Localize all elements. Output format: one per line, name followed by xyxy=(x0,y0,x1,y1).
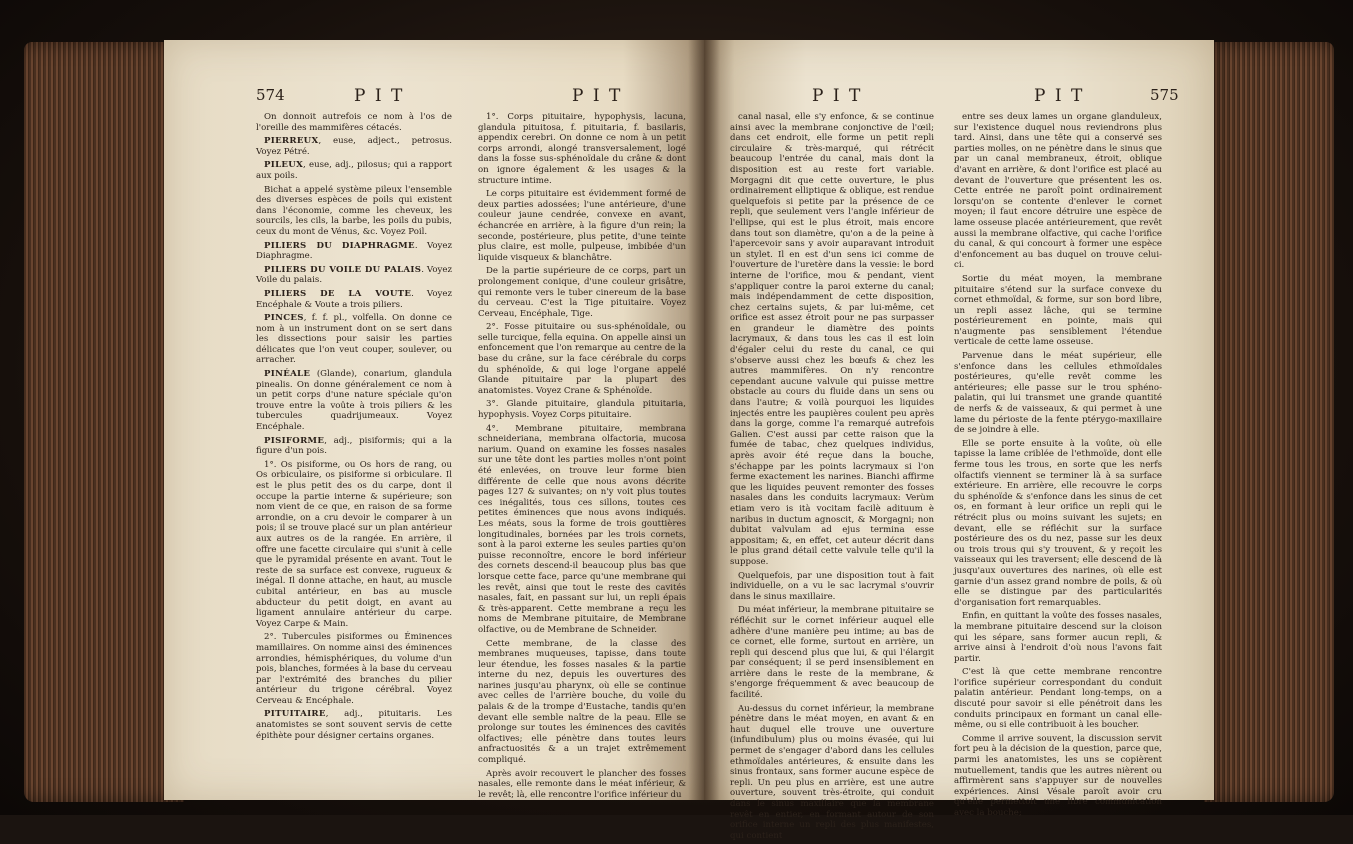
entry-text: Après avoir recouvert le plancher des fosses nasales, elle remonte dans le méat inférieur, & le revêt; là, elle rencontre l'orifice inférieur du xyxy=(478,768,686,800)
dictionary-paragraph xyxy=(256,136,452,157)
right-page-block-edges xyxy=(1204,42,1334,802)
dictionary-paragraph xyxy=(478,322,686,396)
dictionary-paragraph xyxy=(256,241,452,262)
dictionary-paragraph xyxy=(256,369,452,433)
entry-headword: PILIERS DU VOILE DU PALAIS xyxy=(264,264,422,275)
dictionary-paragraph xyxy=(256,265,452,286)
right-folio: 575 xyxy=(1150,86,1179,104)
entry-text: Quelquefois, par une disposition tout à fait individuelle, on a vu le sac lacrymal s'ouvrir dans le sinus maxillaire. xyxy=(730,570,934,602)
entry-text: , f. f. pl., volfella. On donne ce nom à un instrument dont on se sert dans les dissections pour saisir les parties délicates que l'on veut couper, soulever, ou arracher. xyxy=(256,313,452,366)
right-page xyxy=(704,40,1214,841)
dictionary-paragraph xyxy=(256,460,452,630)
entry-text: . Voyez Encéphale & Voute a trois piliers. xyxy=(256,288,452,310)
right-running-header xyxy=(704,86,1214,108)
entry-text: Sortie du méat moyen, la membrane pituitaire s'étend sur la surface convexe du cornet ethmoïdal, & forme, sur son bord libre, un repli assez lâche, qui se termine postérieurement en pointe, mais qui n'augmente pas sensiblement l'étendue verticale de cette lame osseuse. xyxy=(954,273,1162,348)
entry-text: 4°. Membrane pituitaire, membrana schneideriana, membrana olfactoria, mucosa narium. Quand on examine les fosses nasales sur une tête dont les parties molles n'ont point été enlevées, on trouve leur forme bien différente de celle que nous avons décrite pages 127 & suivantes; on n'y voit plus toutes ces inégalités, tous ces sillons, toutes ces petites éminences que nous avons indiqués. Les méats, sous la forme de trois gouttières longitudinales, bornées par les trois cornets, sont à la paroi externe les seules parties qu'on puisse reconnoître, encore le bord inférieur des cornets descend-il beaucoup plus bas que lorsque cette face, parce qu'une membrane qui les revêt, ainsi que tout le reste des cavités nasales, fait, en passant sur lui, un repli épais & très-apparent. Cette membrane a reçu les noms de Membrane pituitaire, de Membrane olfactive, ou de Membrane de Schneider. xyxy=(478,423,686,635)
entry-headword: PISIFORME xyxy=(264,435,325,446)
right-column-1 xyxy=(730,112,934,844)
entry-text: entre ses deux lames un organe glanduleux, sur l'existence duquel nous reviendrons plus tard. Ainsi, dans une tête qui a conservé ses parties molles, on ne pénètre dans le sinus que par un canal membraneux, étroit, oblique d'avant en arrière, & dont l'orifice est placé au devant de l'ouverture que présentent les os. Cette entrée ne paroît point ordinairement lorsqu'on se contente d'enlever le cornet moyen; il faut encore détruire une espèce de lame osseuse placée antérieurement, que revêt aussi la membrane olfactive, qui cache l'orifice du canal, & qui concourt à former une espèce d'enfoncement au bas duquel on trouve celui-ci. xyxy=(954,112,1162,271)
entry-text: Comme il arrive souvent, la discussion servit fort peu à la décision de la question, parce que, parmi les anatomistes, les uns se copièrent mutuellement, tandis que les autres nièrent ou affirmèrent sans s'appuyer sur de nouvelles expériences. Ainsi Vésale paroît avoir cru qu'elle permettoit une libre communication avec la bouche; xyxy=(954,733,1162,818)
left-column-1 xyxy=(256,112,452,744)
entry-text: Au-dessus du cornet inférieur, la membrane pénètre dans le méat moyen, en avant & en haut duquel elle trouve une ouverture (infundibulum) plus ou moins évasée, qui lui permet de s'engager d'abord dans les cellules ethmoïdales antérieures, & ensuite dans les sinus frontaux, sans former aucune espèce de repli. Un peu plus en arrière, est une autre ouverture, souvent très-étroite, qui conduit dans le sinus maxillaire que la membrane revêt en entier, en formant autour de son orifice interne un repli des plus manifestes, qui contient xyxy=(730,703,934,841)
entry-text: Elle se porte ensuite à la voûte, où elle tapisse la lame criblée de l'ethmoïde, dont elle ferme tous les trous, en sorte que les nerfs olfactifs viennent se terminer là à sa surface extérieure. En arrière, elle recouvre le corps du sphénoïde & s'enfonce dans les sinus de cet os, en formant à leur orifice un repli qui le rétrécit plus ou moins suivant les sujets; en devant, elle se réfléchit sur la surface postérieure des os du nez, passe sur les deux ou trois trous qui s'y trouvent, & y reçoit les vaisseaux qui les traversent; elle descend de là jusqu'aux ouvertures des narines, où elle est garnie d'un assez grand nombre de poils, & où elle se distingue par des particularités d'organisation fort remarquables. xyxy=(954,438,1162,608)
dictionary-paragraph xyxy=(954,734,1162,819)
dictionary-paragraph xyxy=(256,112,452,133)
dictionary-paragraph xyxy=(256,289,452,310)
entry-text: Du méat inférieur, la membrane pituitaire se réfléchit sur le cornet inférieur auquel elle adhère d'une manière peu intime; au bas de ce cornet, elle forme, surtout en arrière, un repli qui descend plus que lui, & qui l'élargit par conséquent; il se perd insensiblement en arrière dans le reste de la membrane, & s'engorge fréquemment & avec beaucoup de facilité. xyxy=(730,605,934,701)
dictionary-paragraph xyxy=(954,439,1162,609)
dictionary-paragraph xyxy=(478,769,686,801)
left-page-block-edges xyxy=(24,42,184,802)
dictionary-paragraph xyxy=(256,632,452,706)
dictionary-paragraph xyxy=(256,436,452,457)
dictionary-paragraph xyxy=(256,313,452,366)
dictionary-paragraph xyxy=(730,704,934,842)
entry-text: Bichat a appelé système pileux l'ensemble des diverses espèces de poils qui existent dans l'économie, comme les cheveux, les sourcils, les cils, la barbe, les poils du pubis, ceux du mont de Vénus, &c. Voyez Poil. xyxy=(256,184,452,237)
right-running-head-2: P I T xyxy=(1034,86,1085,106)
entry-text: 2°. Fosse pituitaire ou sus-sphénoïdale, ou selle turcique, fella equina. On appelle ainsi un enfoncement que l'on remarque au centre de la base du crâne, sur la face cérébrale du corps du sphénoïde, & qui loge l'organe appelé Glande pituitaire par la plupart des anatomistes. Voyez Crane & Sphénoïde. xyxy=(478,322,686,396)
entry-text: . Voyez Voile du palais. xyxy=(256,264,452,286)
left-folio: 574 xyxy=(256,86,285,104)
entry-headword: PINÉALE xyxy=(264,369,311,380)
entry-text: , euse, adject., petrosus. Voyez Pétré. xyxy=(256,136,452,157)
entry-text: 2°. Tubercules pisiformes ou Éminences mamillaires. On nomme ainsi des éminences arrondies, hémisphériques, du volume d'un pois, blanches, formées à la base du cerveau par l'extrémité des branches du pilier antérieur du trigone cérébral. Voyez Cerveau & Encéphale. xyxy=(256,632,452,706)
entry-headword: PIERREUX xyxy=(264,136,319,147)
left-column-2 xyxy=(478,112,686,803)
dictionary-paragraph xyxy=(954,351,1162,436)
book-gutter-shadow xyxy=(688,40,720,800)
dictionary-paragraph xyxy=(730,571,934,603)
entry-text: , adj., pituitaris. Les anatomistes se sont souvent servis de cette épithète pour désigner certains organes. xyxy=(256,709,452,741)
entry-headword: PILIERS DE LA VOUTE xyxy=(264,288,412,299)
entry-text: De la partie supérieure de ce corps, part un prolongement conique, d'une couleur grisâtre, qui remonte vers le tuber cinereum de la base du cerveau. C'est la Tige pituitaire. Voyez Cerveau, Encéphale, Tige. xyxy=(478,266,686,319)
dictionary-paragraph xyxy=(954,667,1162,731)
dictionary-paragraph xyxy=(954,274,1162,348)
entry-text: Le corps pituitaire est évidemment formé de deux parties adossées; l'une antérieure, d'une couleur jaune cendrée, convexe en avant, échancrée en arrière, à la figure d'un rein; la seconde, postérieure, plus petite, d'une teinte plus claire, est molle, pulpeuse, imbibée d'un liquide visqueux & blanchâtre. xyxy=(478,189,686,263)
dictionary-paragraph xyxy=(478,639,686,766)
left-running-head-1: P I T xyxy=(354,86,405,106)
left-running-header xyxy=(164,86,704,108)
entry-text: Parvenue dans le méat supérieur, elle s'enfonce dans les cellules ethmoïdales postérieures, qu'elle revêt comme les antérieures; elle passe sur le trou sphéno-palatin, qui lui transmet une grande quantité de nerfs & de vaisseaux, & qui permet à une lame du périoste de la fente ptérygo-maxillaire de se joindre à elle. xyxy=(954,351,1162,436)
dictionary-paragraph xyxy=(730,112,934,568)
entry-text: . Voyez Diaphragme. xyxy=(256,240,453,262)
entry-text: 1°. Corps pituitaire, hypophysis, lacuna, glandula pituitosa, f. pituitaria, f. basilaris, appendix cerebri. On donne ce nom à un petit corps arrondi, alongé transversalement, logé dans la fosse sus-sphénoïdale du crâne & dont on ignore également & les usages & la structure intime. xyxy=(478,112,686,186)
entry-headword: PILEUX xyxy=(264,160,304,171)
dictionary-paragraph xyxy=(954,112,1162,271)
dictionary-paragraph xyxy=(478,399,686,420)
entry-text: canal nasal, elle s'y enfonce, & se continue ainsi avec la membrane conjonctive de l'œil; dans cet endroit, elle forme un petit repli circulaire & très-marqué, qui rétrécit beaucoup l'entrée du canal, mais dont la disposition est au reste fort variable. Morgagni dit que cette ouverture, le plus ordinairement elliptique & oblique, est rendue quelquefois si petite par la présence de ce repli, que seulement vers l'angle inférieur de l'ellipse, qui est le plus étroit, mais encore dans tout son diamètre, qu'on a de la peine à l'apercevoir sans y avoir auparavant introduit un stylet. Il en est d'un sens ici comme de l'ouverture de l'uretère dans la vessie: le bord interne de l'orifice, mou & pendant, vient s'appliquer contre la paroi externe du canal; mais indépendamment de cette disposition, chez certains sujets, & par lui-même, cet orifice est assez étroit pour ne pas surpasser en grandeur le diamètre des points lacrymaux, & dans tous les cas il est loin d'égaler celui du reste du canal, ce qui s'observe aussi chez les bœufs & chez les autres mammifères. On n'y rencontre cependant aucune valvule qui puisse mettre obstacle au cours du fluide dans un sens ou dans l'autre; & voilà pourquoi les liquides injectés entre les paupières coulent peu après dans la gorge, comme l'a remarqué autrefois Galien. C'est aussi par cette raison que la fumée de tabac, chez quelques individus, après avoir été reçue dans la bouche, s'échappe par les points lacrymaux si l'on ferme exactement les narines. Bianchi affirme que les liquides peuvent remonter des fosses nasales dans les conduits lacrymaux: Verùm etiam vero is ità vocitam facilè adituum è naribus in ductum agnoscit, & Morgagni; non dubitat valvulam ad ejus termina esse appositam; &, en effet, cet auteur décrit dans le plus grand détail cette valvule telle qu'il la suppose. xyxy=(730,112,934,567)
dictionary-paragraph xyxy=(478,112,686,186)
dictionary-paragraph xyxy=(730,605,934,700)
dictionary-paragraph xyxy=(478,266,686,319)
open-book xyxy=(24,20,1334,841)
right-column-2 xyxy=(954,112,1162,822)
left-page xyxy=(164,40,704,800)
entry-headword: PILIERS DU DIAPHRAGME xyxy=(264,240,415,251)
dictionary-paragraph xyxy=(478,189,686,263)
entry-headword: PINCES xyxy=(264,313,304,324)
entry-text: 1°. Os pisiforme, ou Os hors de rang, ou Os orbiculaire, os pisiforme si orbiculare. Il est le plus petit des os du carpe, dont il occupe la partie interne & supérieure; son nom vient de ce que, en raison de sa forme arrondie, on a cru devoir le comparer à un pois; il se trouve placé sur un plan antérieur aux autres os de la rangée. En arrière, il offre une facette circulaire qui s'unit à celle que le pyramidal présente en avant. Tout le reste de sa surface est convexe, rugueux & inégal. Il donne attache, en haut, au muscle cubital antérieur, en bas au muscle abducteur du petit doigt, en avant au ligament annulaire antérieur du carpe. Voyez Carpe & Main. xyxy=(256,459,452,629)
right-running-head-1: P I T xyxy=(812,86,863,106)
dictionary-paragraph xyxy=(256,709,452,741)
entry-text: , euse, adj., pilosus; qui a rapport aux poils. xyxy=(256,160,452,181)
entry-text: Cette membrane, de la classe des membranes muqueuses, tapisse, dans toute leur étendue, les fosses nasales & la partie interne du nez, depuis les ouvertures des narines jusqu'au pharynx, où elle se continue avec celles de l'arrière bouche, du voile du palais & de la trompe d'Eustache, tandis qu'en devant elle semble naître de la peau. Elle se prolonge sur toutes les éminences des cavités olfactives; elle pénètre dans toutes leurs anfractuosités & a un trajet extrêmement compliqué. xyxy=(478,638,686,766)
entry-headword: PITUITAIRE xyxy=(264,709,326,720)
dictionary-paragraph xyxy=(478,424,686,636)
dictionary-paragraph xyxy=(256,185,452,238)
entry-text: On donnoit autrefois ce nom à l'os de l'oreille des mammifères cétacés. xyxy=(256,112,452,133)
dictionary-paragraph xyxy=(954,611,1162,664)
entry-text: (Glande), conarium, glandula pinealis. On donne généralement ce nom à un petit corps d'une nature spéciale qu'on trouve entre la voûte à trois piliers & les tubercules quadrijumeaux. Voyez Encéphale. xyxy=(256,369,452,433)
entry-text: 3°. Glande pituitaire, glandula pituitaria, hypophysis. Voyez Corps pituitaire. xyxy=(478,399,686,421)
entry-text: , adj., pisiformis; qui a la figure d'un pois. xyxy=(256,435,452,457)
entry-text: C'est là que cette membrane rencontre l'orifice supérieur correspondant du conduit palatin antérieur. Pendant long-temps, on a discuté pour savoir si elle pénétroit dans les conduits principaux en formant un canal elle-même, ou si elle contribuoit à les boucher. xyxy=(954,667,1162,731)
dictionary-paragraph xyxy=(256,160,452,181)
left-running-head-2: P I T xyxy=(572,86,623,106)
entry-text: Enfin, en quittant la voûte des fosses nasales, la membrane pituitaire descend sur la cloison qui les sépare, sans former aucun repli, & arrive ainsi à l'endroit d'où nous l'avons fait partir. xyxy=(954,611,1162,664)
